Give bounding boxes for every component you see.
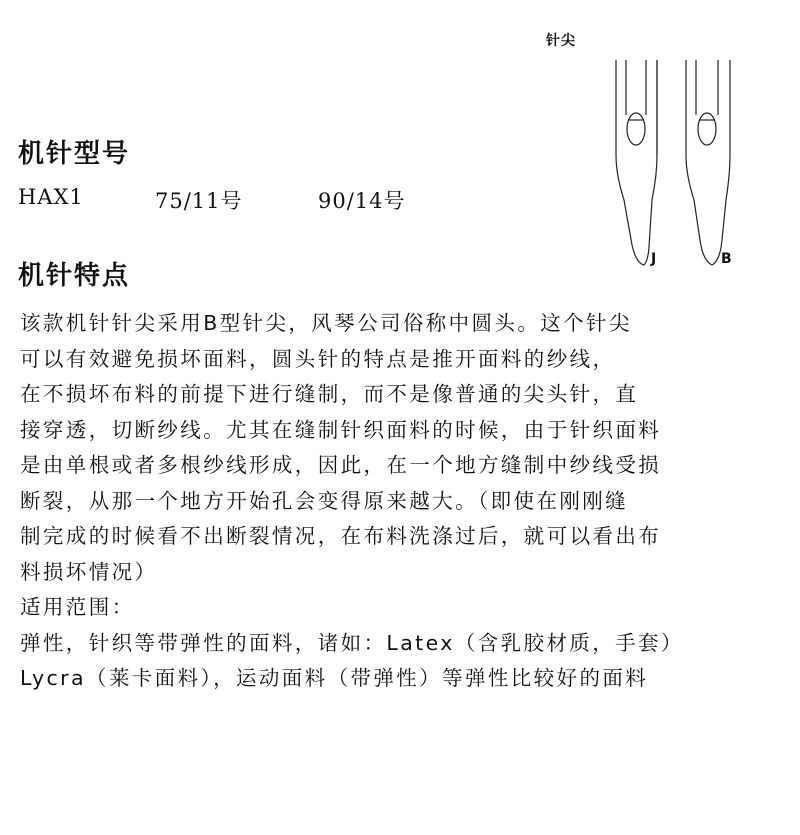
features-heading: 机针特点 <box>18 261 131 291</box>
scope-label: 适用范围： <box>20 595 135 619</box>
paragraph-line: 料损坏情况） <box>20 559 158 584</box>
paragraph-line: 可以有效避免损坏面料，圆头针的特点是推开面料的纱线， <box>20 346 616 371</box>
needle-label-j: J <box>651 251 657 267</box>
features-text <box>20 306 800 697</box>
paragraph-line: 该款机针针尖采用B型针尖，风琴公司俗称中圆头。这个针尖 <box>20 311 632 335</box>
paragraph-line: Lycra（莱卡面料），运动面料（带弹性）等弹性比较好的面料 <box>20 666 649 690</box>
needle-b-drawing <box>686 60 730 265</box>
needle-label-b: B <box>721 251 732 267</box>
paragraph-line: 在不损坏布料的前提下进行缝制，而不是像普通的尖头针，直 <box>20 382 639 406</box>
model-item: 75/11号 <box>155 189 243 213</box>
paragraph-line: 接穿透，切断纱线。尤其在缝制针织面料的时候，由于针织面料 <box>20 417 662 442</box>
figure-title: 针尖 <box>546 33 576 49</box>
paragraph-line: 是由单根或者多根纱线形成，因此，在一个地方缝制中纱线受损 <box>20 453 662 477</box>
models-heading: 机针型号 <box>18 139 131 169</box>
model-item: 90/14号 <box>318 189 406 213</box>
needle-point-figure <box>540 25 800 280</box>
needle-diagram <box>540 25 800 280</box>
paragraph-line: 断裂，从那一个地方开始孔会变得原来越大。（即使在刚刚缝 <box>20 488 629 513</box>
model-item: HAX1 <box>18 185 84 209</box>
needle-j-drawing <box>616 60 657 265</box>
paragraph-line: 弹性，针织等带弹性的面料，诸如：Latex（含乳胶材质，手套） <box>20 630 684 655</box>
paragraph-line: 制完成的时候看不出断裂情况，在布料洗涤过后，就可以看出布 <box>20 524 662 548</box>
